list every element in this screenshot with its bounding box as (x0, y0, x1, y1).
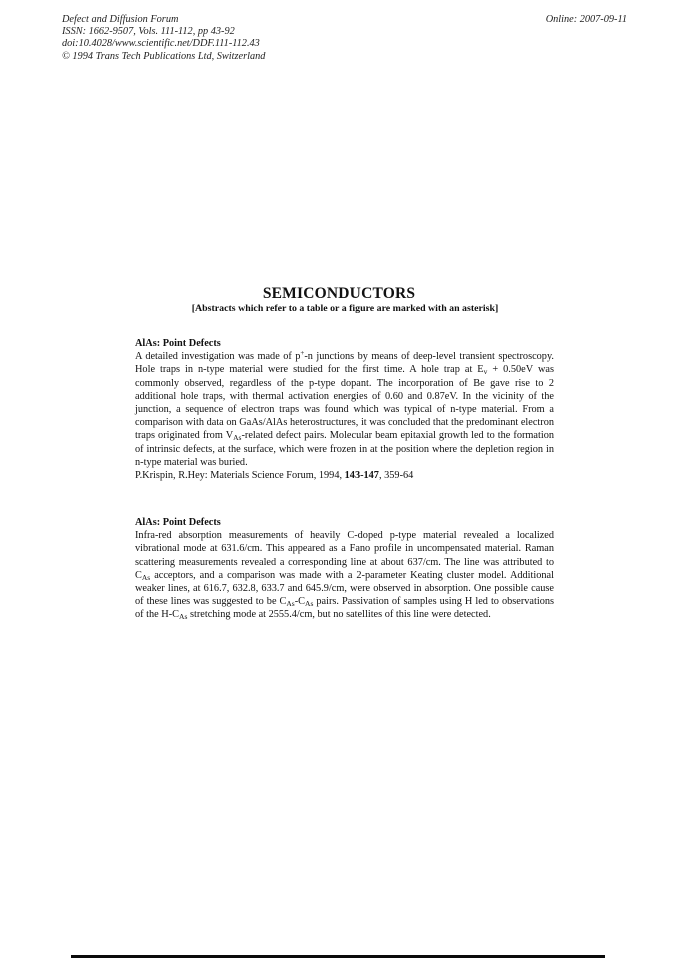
online-date: Online: 2007-09-11 (545, 14, 627, 25)
abstract-body: Infra-red absorption measurements of heavily C-doped p-type material revealed a localized vibrational mode at 631.6/cm. This appeared as a Fano profile in uncompensated material. Raman scattering measurements revealed a corresponding line at about 637/cm. The line was attributed to $C_{As}$ acceptors, and a comparison was made with a 2-parameter Keating cluster model. Additional weaker lines, at 616.7, 632.8, 633.7 and 645.9/cm, were observed in absorption. One possible cause of these lines was suggested to be $C_{As}-C_{As}$ pairs. Passivation of samples using H led to observations of the $H-C_{As}$ stretching mode at 2555.4/cm, but no satellites of this line were detected. (135, 530, 554, 622)
abstract-reference: P.Krispin, R.Hey: Materials Science Forum, 1994, 143-147, 359-64 (135, 470, 414, 482)
abstract-heading: AlAs: Point Defects (135, 338, 221, 349)
issn-line: ISSN: 1662-9507, Vols. 111-112, pp 43-92 (62, 26, 235, 38)
page-bottom-rule (71, 955, 605, 958)
abstract-body: A detailed investigation was made of p+-n junctions by means of deep-level transient spectroscopy. Hole traps in n-type material were studied for the first time. A hole trap at $E_v + 0.50eV$ was commonly observed, regardless of the p-type dopant. The incorporation of Be gave rise to 2 additional hole traps, with thermal activation energies of 0.60 and 0.87eV. In the vicinity of the junction, a sequence of electron traps was found which was typical of n-type material. From a comparison with data on GaAs/AlAs heterostructures, it was concluded that the predominant electron traps originated from $V_{As}$-related defect pairs. Molecular beam epitaxial growth led to the formation of intrinsic defects, at the surface, which were frozen in at the position where the depletion region in n-type material was buried. (135, 349, 555, 468)
doi-line: doi:10.4028/www.scientific.net/DDF.111-112.43 (62, 38, 260, 50)
section-subtitle: [Abstracts which refer to a table or a figure are marked with an asterisk] (191, 303, 499, 314)
abstract-heading: AlAs: Point Defects (135, 517, 221, 528)
journal-name: Defect and Diffusion Forum (62, 14, 179, 25)
copyright-line: © 1994 Trans Tech Publications Ltd, Switzerland (62, 50, 266, 62)
journal-header (62, 14, 265, 63)
abstract-1 (135, 337, 554, 482)
section-title: SEMICONDUCTORS (262, 285, 416, 302)
abstract-2 (135, 516, 554, 622)
